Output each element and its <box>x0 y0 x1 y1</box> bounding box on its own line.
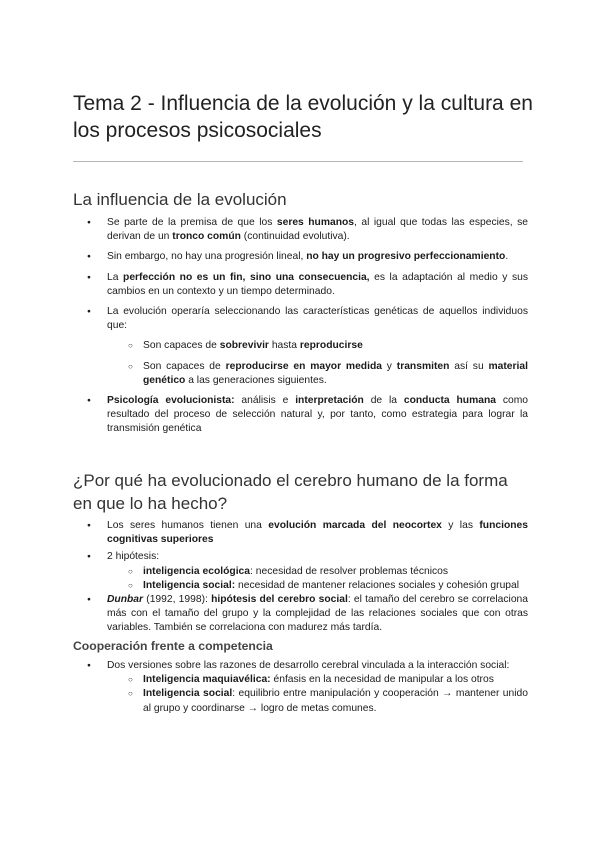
sub-list-item: ○ Son capaces de reproducirse en mayor medida y transmiten así su material genético a las generaciones siguientes. <box>73 360 528 388</box>
list-item: ● La perfección no es un fin, sino una consecuencia, es la adaptación al medio y sus cambios en un contexto y un tiempo determinado. <box>73 271 528 299</box>
sub-list-item: ○ inteligencia ecológica: necesidad de resolver problemas técnicos <box>73 565 528 579</box>
section-heading-brain: ¿Por qué ha evolucionado el cerebro humano de la forma en que lo ha hecho? <box>73 471 508 513</box>
sub-list-item: ○ Inteligencia social: equilibrio entre manipulación y cooperación → mantener unido al grupo y coordinarse → logro de metas comunes. <box>73 687 528 715</box>
cooperation-list <box>73 659 528 716</box>
brain-list <box>73 519 528 636</box>
list-item: ● Dunbar (1992, 1998): hipótesis del cerebro social: el tamaño del cerebro se correlaciona más con el tamaño del grupo y la complejidad de las relaciones sociales que con otras variables. También se correlaciona con madurez más tardía. <box>73 593 528 636</box>
list-item: ● Dos versiones sobre las razones de desarrollo cerebral vinculada a la interacción social: <box>73 659 528 673</box>
list-item: ● Los seres humanos tienen una evolución marcada del neocortex y las funciones cognitivas superiores <box>73 519 528 547</box>
subsection-heading-cooperation: Cooperación frente a competencia <box>73 639 273 653</box>
list-item: ● Psicología evolucionista: análisis e interpretación de la conducta humana como resultado del proceso de selección natural y, por tanto, como estrategia para lograr la transmisión genética <box>73 394 528 437</box>
list-item: ● La evolución operaría seleccionando las características genéticas de aquellos individuos que: <box>73 305 528 333</box>
title-divider <box>73 161 523 162</box>
section-heading-evolution: La influencia de la evolución <box>73 190 287 209</box>
sub-list-item: ○ Inteligencia maquiavélica: énfasis en la necesidad de manipular a los otros <box>73 673 528 687</box>
sub-list-item: ○ Son capaces de sobrevivir hasta reproducirse <box>73 339 528 353</box>
document-title: Tema 2 - Influencia de la evolución y la cultura en los procesos psicosociales <box>73 92 533 142</box>
list-item: ● Se parte de la premisa de que los seres humanos, al igual que todas las especies, se derivan de un tronco común (continuidad evolutiva). <box>73 216 528 244</box>
list-item: ● 2 hipótesis: <box>73 550 528 564</box>
list-item: ● Sin embargo, no hay una progresión lineal, no hay un progresivo perfeccionamiento. <box>73 250 528 264</box>
evolution-list <box>73 216 528 437</box>
sub-list-item: ○ Inteligencia social: necesidad de mantener relaciones sociales y cohesión grupal <box>73 579 528 593</box>
